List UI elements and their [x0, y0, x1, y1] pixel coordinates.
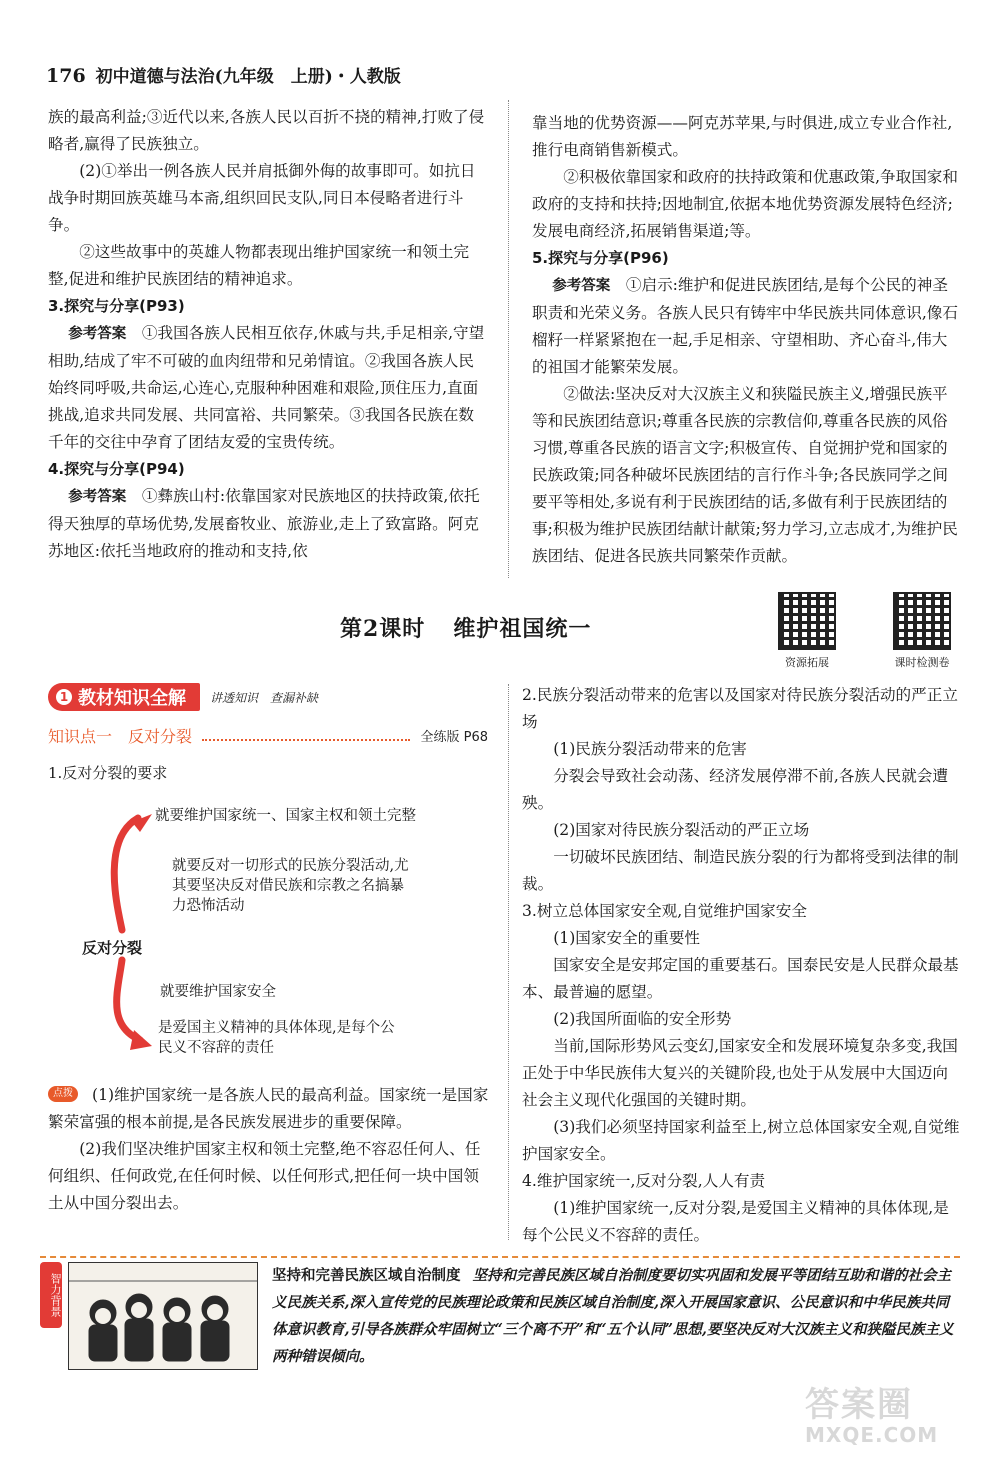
paragraph	[522, 736, 962, 763]
footer-text	[272, 1262, 960, 1370]
paragraph	[522, 952, 962, 1006]
left-column	[48, 104, 488, 565]
dotted-leader	[202, 731, 410, 741]
paragraph	[522, 1168, 962, 1195]
lesson-name: 维护祖国统一	[453, 616, 592, 642]
paragraph	[532, 272, 960, 381]
paragraph	[48, 104, 488, 158]
paragraph-text: 4.维护国家统一,反对分裂,人人有责	[522, 1172, 766, 1190]
paragraph-text: 族的最高利益;③近代以来,各族人民以百折不挠的精神,打败了侵略者,赢得了民族独立。	[48, 108, 485, 153]
knowledge-point-title	[48, 724, 488, 747]
banner-number-icon: 1	[56, 689, 72, 705]
qr-code-resources[interactable]	[778, 592, 836, 670]
footer-side-label: 智力背景	[40, 1262, 62, 1328]
paragraph-text: 3.探究与分享(P93)	[48, 297, 185, 315]
qr-icon	[893, 592, 951, 650]
paragraph	[522, 1033, 962, 1114]
paragraph-text: ①启示:维护和促进民族团结,是每个公民的神圣职责和光荣义务。各族人民只有铸牢中华民族共同体意识,像石榴籽一样紧紧抱在一起,手足相亲、守望相助、齐心奋斗,伟大的祖国才能繁荣发展。	[532, 276, 958, 376]
section-heading	[48, 293, 488, 320]
banner-title: 教材知识全解	[78, 688, 186, 709]
tip-paragraph: (1)维护国家统一是各族人民的最高利益。国家统一是国家繁荣富强的根本前提,是各民族发展进步的重要保障。	[48, 1086, 489, 1131]
paragraph	[522, 1006, 962, 1033]
watermark	[805, 1386, 983, 1446]
watermark-cn: 答案圈	[805, 1385, 913, 1425]
paragraph-text: ①我国各族人民相互依存,休戚与共,手足相亲,守望相助,结成了牢不可破的血肉纽带和兄弟情谊。②我国各族人民始终同呼吸,共命运,心连心,克服种种困难和艰险,顶住压力,直面挑战,追求共同发展、共同富裕、共同繁荣。③我国各民族在数千年的交往中孕育了团结友爱的宝贵传统。	[48, 324, 485, 451]
watermark-en: MXQE.COM	[805, 1423, 939, 1447]
paragraph	[48, 483, 488, 565]
section-heading	[532, 245, 960, 272]
paragraph-text: (1)国家安全的重要性	[553, 929, 701, 947]
page-number: 176	[46, 65, 86, 87]
paragraph	[522, 763, 962, 817]
paragraph	[522, 1195, 962, 1249]
paragraph-text: 3.树立总体国家安全观,自觉维护国家安全	[522, 902, 807, 920]
paragraph-text: (1)民族分裂活动带来的危害	[553, 740, 747, 758]
mindmap-root: 反对分裂	[82, 939, 143, 957]
paragraph	[532, 164, 960, 245]
mindmap-node-4: 是爱国主义精神的具体体现,是每个公民义不容辞的责任	[158, 1020, 395, 1056]
paragraph	[522, 682, 962, 736]
tips-block	[48, 1082, 490, 1217]
paragraph	[48, 158, 488, 239]
paragraph	[522, 898, 962, 925]
banner-subtitle: 讲透知识 查漏补缺	[210, 690, 319, 705]
paragraph	[522, 1114, 962, 1168]
lesson-number: 第2课时	[340, 616, 426, 642]
kp-reference: 全练版 P68	[420, 730, 488, 745]
tip-paragraph: (2)我们坚决维护国家主权和领土完整,绝不容忍任何人、任何组织、任何政党,在任何时候、以任何形式,把任何一块中国领土从中国分裂出去。	[48, 1140, 481, 1212]
paragraph-text: ①彝族山村:依靠国家对民族地区的扶持政策,依托得天独厚的草场优势,发展畜牧业、旅游业,走上了致富路。阿克苏地区:依托当地政府的推动和支持,依	[48, 487, 480, 560]
paragraph	[48, 320, 488, 456]
paragraph-text: (2)国家对待民族分裂活动的严正立场	[553, 821, 810, 839]
paragraph-text: ②积极依靠国家和政府的扶持政策和优惠政策,争取国家和政府的支持和扶持;因地制宜,依据本地优势资源发展特色经济;发展电商经济,拓展销售渠道;等。	[532, 168, 958, 240]
answer-label: 参考答案	[68, 326, 127, 342]
paragraph-text: ②做法:坚决反对大汉族主义和狭隘民族主义,增强民族平等和民族团结意识;尊重各民族的宗教信仰,尊重各民族的风俗习惯,尊重各民族的语言文字;积极宣传、自觉拥护党和国家的民族政策;同各种破坏民族团结的言行作斗争;各民族同学之间要平等相处,多说有利于民族团结的话,多做有利于民族团结的事;积极为维护民族团结献计献策;努力学习,立志成才,为维护民族团结、促进各民族共同繁荣作贡献。	[532, 385, 958, 565]
paragraph	[532, 381, 960, 570]
right-bottom-column	[522, 682, 962, 1249]
qr-code-test[interactable]	[893, 592, 951, 670]
paragraph-text: (2)①举出一例各族人民并肩抵御外侮的故事即可。如抗日战争时期回族英雄马本斋,组织回民支队,同日本侵略者进行斗争。	[48, 162, 476, 234]
column-divider	[508, 684, 509, 1240]
paragraph-text: (1)维护国家统一,反对分裂,是爱国主义精神的具体体现,是每个公民义不容辞的责任。	[522, 1199, 949, 1244]
right-column	[532, 110, 960, 570]
paragraph-text: (3)我们必须坚持国家利益至上,树立总体国家安全观,自觉维护国家安全。	[522, 1118, 960, 1163]
page-header	[46, 62, 401, 87]
footer-illustration	[68, 1262, 258, 1370]
kp-title-text: 知识点一 反对分裂	[48, 727, 193, 746]
paragraph	[522, 844, 962, 898]
paragraph	[532, 110, 960, 164]
qr-icon	[778, 592, 836, 650]
answer-label: 参考答案	[68, 489, 127, 505]
paragraph-text: 国家安全是安邦定国的重要基石。国泰民安是人民群众最基本、最普遍的愿望。	[522, 956, 959, 1001]
book-title: 初中道德与法治(九年级 上册)・人教版	[95, 67, 401, 87]
answer-label: 参考答案	[552, 278, 611, 294]
paragraph-text: 分裂会导致社会动荡、经济发展停滞不前,各族人民就会遭殃。	[522, 767, 948, 812]
paragraph	[522, 925, 962, 952]
footer-body: 坚持和完善民族区域自治制度要切实巩固和发展平等团结互助和谐的社会主义民族关系,深入宣传党的民族理论政策和民族区域自治制度,深入开展国家意识、公民意识和中华民族共同体意识教育,引导各族群众牢固树立“三个离不开”和“五个认同”思想,要坚决反对大汉族主义和狭隘民族主义两种错误倾向。	[272, 1267, 954, 1365]
paragraph-text: 2.民族分裂活动带来的危害以及国家对待民族分裂活动的严正立场	[522, 686, 958, 731]
mindmap-node-1: 就要维护国家统一、国家主权和领土完整	[155, 808, 416, 824]
paragraph-text: 4.探究与分享(P94)	[48, 460, 185, 478]
paragraph-text: ②这些故事中的英雄人物都表现出维护国家统一和领土完整,促进和维护民族团结的精神追求。	[48, 243, 470, 288]
qr-caption: 课时检测卷	[894, 656, 950, 669]
lesson-title	[340, 612, 591, 643]
paragraph	[522, 817, 962, 844]
footer-title: 坚持和完善民族区域自治制度	[272, 1267, 461, 1284]
paragraph-text: (2)我国所面临的安全形势	[553, 1010, 732, 1028]
section-heading	[48, 456, 488, 483]
column-divider	[508, 100, 509, 578]
paragraph-text: 靠当地的优势资源——阿克苏苹果,与时俱进,成立专业合作社,推行电商销售新模式。	[532, 114, 953, 159]
kp-heading: 1.反对分裂的要求	[48, 764, 168, 782]
paragraph-text: 当前,国际形势风云变幻,国家安全和发展环境复杂多变,我国正处于中华民族伟大复兴的关键阶段,也处于从发展中大国迈向社会主义现代化强国的关键时期。	[522, 1037, 958, 1109]
paragraph	[48, 239, 488, 293]
paragraph-text: 一切破坏民族团结、制造民族分裂的行为都将受到法律的制裁。	[522, 848, 959, 893]
banner-tag	[48, 683, 200, 711]
paragraph-text: 5.探究与分享(P96)	[532, 249, 669, 267]
mindmap-node-2: 就要反对一切形式的民族分裂活动,尤其要坚决反对借民族和宗教之名搞暴力恐怖活动	[172, 858, 409, 914]
section-banner	[48, 684, 318, 710]
qr-caption: 资源拓展	[785, 656, 829, 669]
mindmap-node-3: 就要维护国家安全	[160, 984, 276, 1000]
tip-icon: 点拨	[48, 1086, 78, 1102]
